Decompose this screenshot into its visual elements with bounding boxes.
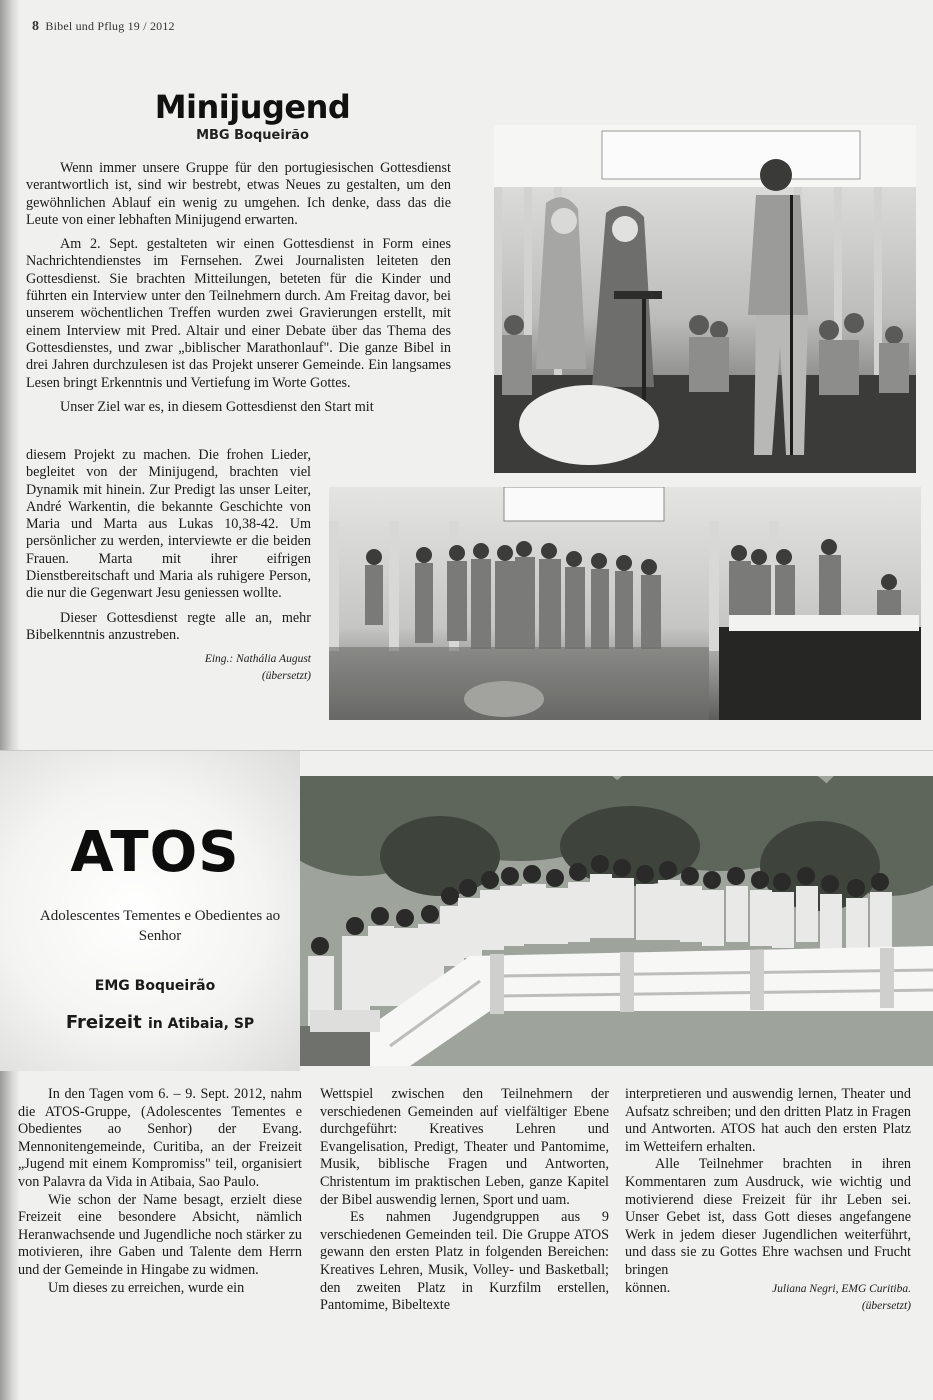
photo-group-atibaia-image bbox=[300, 776, 933, 1066]
credit-note: (übersetzt) bbox=[261, 670, 311, 683]
minijugend-column-1 bbox=[26, 160, 451, 416]
paragraph: Dieser Gottesdienst regte alle an, mehr Bibelkenntnis anzustreben. bbox=[26, 609, 311, 643]
atos-column-3 bbox=[625, 1086, 911, 1316]
article-title-atos: ATOS bbox=[70, 820, 240, 885]
paragraph: Wettspiel zwischen den Teilnehmern der verschiedenen Gemeinden auf vielfältiger Ebene durchgeführt: Kreatives Lehren und Evangelisation, Predigt, Theater und Pantomime, Musik, biblische Fragen und Antworten, Christentum im praktischen Leben, ganze Kapitel der Bibel auswendig lernen, Sport und uam. bbox=[320, 1086, 609, 1208]
atos-column-2 bbox=[320, 1086, 609, 1315]
photo-group-atibaia bbox=[300, 776, 933, 1066]
atos-event-location: in Atibaia, SP bbox=[147, 1016, 255, 1032]
atos-church: EMG Boqueirão bbox=[94, 978, 216, 994]
paragraph: interpretieren und auswendig lernen, Theater und Aufsatz schreiben; und den dritten Platz in Fragen und Antworten. ATOS hat auch den ersten Platz im Wetteifern erhalten. bbox=[625, 1086, 911, 1155]
paragraph: Es nahmen Jugendgruppen aus 9 verschiedenen Gemeinden teil. Die Gruppe ATOS gewann den ersten Platz in folgenden Bereichen: Kreatives Lehren, Musik, Volley- und Basketball; den zweiten Platz in Kurzfilm erstellen, Pantomime, Bibeltexte bbox=[320, 1209, 609, 1314]
paragraph: Wie schon der Name besagt, erzielt diese Freizeit eine besondere Absicht, nämlich Heranwachsende und Jugendliche noch stärker zu motivieren, ihre Gaben und Talente dem Herrn und der Gemeinde in Hingabe zu widmen. bbox=[18, 1191, 302, 1278]
credit-note: (übersetzt) bbox=[861, 1300, 911, 1313]
running-head bbox=[32, 19, 175, 35]
atos-event-name: Freizeit bbox=[65, 1012, 142, 1033]
photo-youth-singing bbox=[329, 487, 921, 720]
paragraph: Wenn immer unsere Gruppe für den portugiesischen Gottesdienst verantwortlich ist, sind wir bestrebt, etwas Neues zu gestalten, um den gewöhnlichen Ablauf ein wenig zu umgehen. Ich denke, dass das die Leute von einer lebhaften Minijugend erwarten. bbox=[26, 160, 451, 228]
page-number: 8 bbox=[32, 19, 40, 34]
paragraph: diesem Projekt zu machen. Die frohen Lieder, begleitet von der Minijugend, brachten viel Dynamik mit hinein. Zur Predigt las unser Leiter, André Warkentin, die bekannte Geschichte von Maria und Marta aus Lukas 10,38-42. Um persönlicher zu werden, interviewte er die beiden Frauen. Marta mit ihrer eifrigen Dienstbereitschaft und Maria als ruhigere Person, die nur die Gegenwart Jesu geniessen wollte. bbox=[26, 447, 311, 602]
photo-stage-interview-image bbox=[494, 125, 916, 473]
page-binding-shadow bbox=[0, 0, 20, 1400]
paragraph: Am 2. Sept. gestalteten wir einen Gottesdienst in Form eines Nachrichtendienstes im Fernsehen. Zwei Journalisten leiteten den Gottesdienst. Sie brachten Mitteilungen, beteten für die Kinder und führten ein Interview unter den Teilnehmern durch. Am Freitag davor, bei unserem wöchentlichen Treffen wurden zwei Gravierungen erstellt, mit einem Interview mit Pred. Altair und einer Debate über das Thema des Gottesdienstes, und zwar „biblischer Marathonlauf". Die ganze Bibel in drei Jahren durchzulesen ist das Projekt unserer Gemeinde. Ein langsames Lesen bringt Erkenntnis und Vertiefung im Worte Gottes. bbox=[26, 236, 451, 391]
atos-column-1 bbox=[18, 1086, 302, 1297]
paragraph: Alle Teilnehmer brachten in ihren Kommentaren zum Ausdruck, wie wichtig und motivierend diese Freizeit für ihr Leben sei. Unser Gebet ist, dass Gott dieses angefangene Werk in jedem dieser Jugendlichen weiterführt, und dass sie zu Gottes Ehre wachsen und Frucht bringen bbox=[625, 1156, 911, 1278]
publication-name: Bibel und Pflug 19 / 2012 bbox=[45, 19, 175, 33]
photo-stage-interview bbox=[494, 125, 916, 473]
atos-event-heading bbox=[30, 1012, 290, 1033]
atos-subtitle: Adolescentes Tementes e Obedientes ao Senhor bbox=[39, 908, 281, 944]
credit-author: Juliana Negri, EMG Curitiba. bbox=[772, 1282, 911, 1295]
minijugend-column-2 bbox=[26, 447, 311, 685]
paragraph-end: können. bbox=[625, 1279, 671, 1296]
paragraph: Unser Ziel war es, in diesem Gottesdienst den Start mit bbox=[60, 398, 374, 415]
paragraph: In den Tagen vom 6. – 9. Sept. 2012, nahm die ATOS-Gruppe, (Adolescentes Tementes e Obedientes ao Senhor) der Evang. Mennonitengemeinde, Curitiba, an der Freizeit „Jugend mit einem Kompromiss" teil, organisiert von Palavra da Vida in Atibaia, Sao Paulo. bbox=[18, 1086, 302, 1190]
paragraph: Um dieses zu erreichen, wurde ein bbox=[48, 1279, 245, 1296]
article-subtitle-minijugend: MBG Boqueirão bbox=[196, 128, 309, 143]
photo-youth-singing-image bbox=[329, 487, 921, 720]
atos-credit-row bbox=[625, 1280, 911, 1299]
credit-author: Eing.: Nathália August bbox=[204, 653, 311, 666]
article-title-minijugend: Minijugend bbox=[154, 88, 351, 126]
